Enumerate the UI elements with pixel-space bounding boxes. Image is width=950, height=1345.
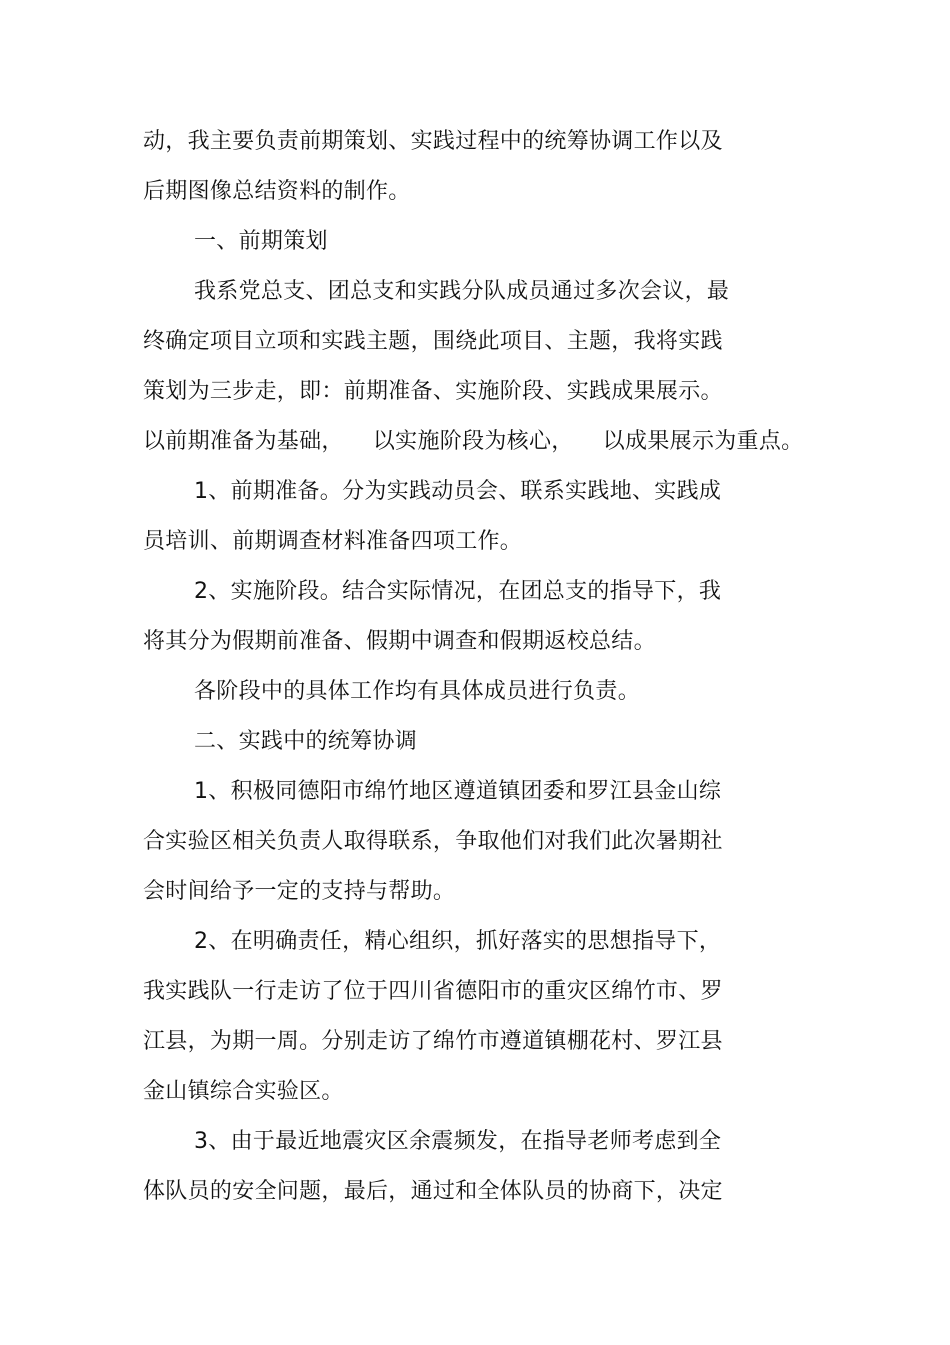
text-line: 会时间给予一定的支持与帮助。: [143, 879, 456, 904]
text-line: 我实践队一行走访了位于四川省德阳市的重灾区绵竹市、罗: [143, 979, 723, 1004]
text-line: 员培训、前期调查材料准备四项工作。: [143, 529, 523, 554]
section-heading: 一、前期策划: [194, 229, 328, 254]
text-line: 2、在明确责任，精心组织，抓好落实的思想指导下，: [194, 929, 722, 954]
text-line: 后期图像总结资料的制作。: [143, 179, 411, 204]
text-line: 将其分为假期前准备、假期中调查和假期返校总结。: [143, 629, 656, 654]
text-line: 2、实施阶段。结合实际情况，在团总支的指导下，我: [194, 579, 722, 604]
text-line: 动，我主要负责前期策划、实践过程中的统筹协调工作以及: [143, 129, 723, 154]
section-heading: 二、实践中的统筹协调: [194, 729, 418, 754]
text-line: 金山镇综合实验区。: [143, 1079, 344, 1104]
text-line: 策划为三步走，即：前期准备、实施阶段、实践成果展示。: [143, 379, 723, 404]
text-line: 江县，为期一周。分别走访了绵竹市遵道镇棚花村、罗江县: [143, 1029, 723, 1054]
text-line: 以前期准备为基础， 以实施阶段为核心， 以成果展示为重点。: [143, 429, 804, 454]
text-line: 各阶段中的具体工作均有具体成员进行负责。: [194, 679, 641, 704]
text-line: 3、由于最近地震灾区余震频发，在指导老师考虑到全: [194, 1129, 722, 1154]
text-line: 终确定项目立项和实践主题，围绕此项目、主题，我将实践: [143, 329, 723, 354]
text-line: 1、前期准备。分为实践动员会、联系实践地、实践成: [194, 479, 722, 504]
text-line: 体队员的安全问题，最后，通过和全体队员的协商下，决定: [143, 1179, 723, 1204]
text-line: 我系党总支、团总支和实践分队成员通过多次会议，最: [194, 279, 730, 304]
text-line: 合实验区相关负责人取得联系，争取他们对我们此次暑期社: [143, 829, 723, 854]
text-line: 1、积极同德阳市绵竹地区遵道镇团委和罗江县金山综: [194, 779, 722, 804]
